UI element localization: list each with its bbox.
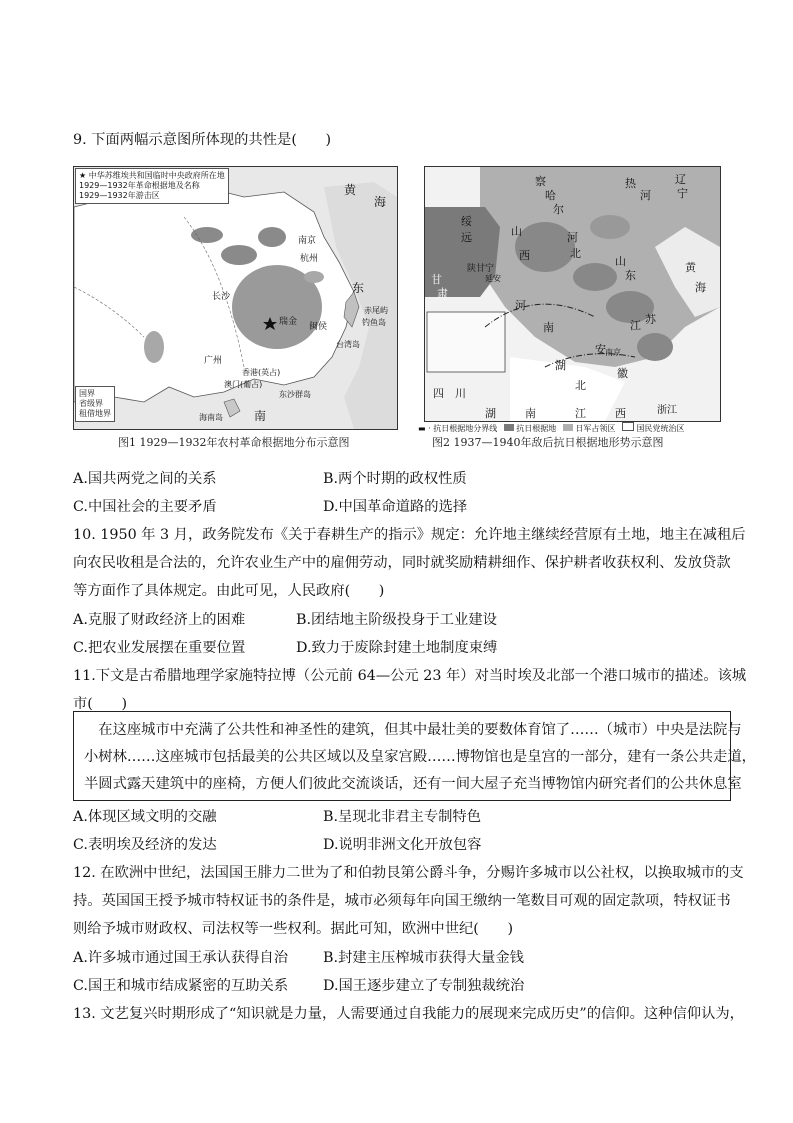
map-label: 河	[567, 231, 578, 244]
q10-stem-line: 10. 1950 年 3 月，政务院发布《关于春耕生产的指示》规定：允许地主继续经营原有土地，地主在减租后	[73, 527, 746, 543]
map-label: 哈	[545, 189, 556, 202]
map2-caption: 图2 1937—1940年敌后抗日根据地形势示意图	[432, 436, 664, 449]
q12-option-d[interactable]: D.国王逐步建立了专制独裁统治	[323, 978, 525, 994]
map-label: 南	[543, 321, 554, 334]
map-label: 黄	[685, 261, 696, 274]
map-label: 香港(英占)	[242, 368, 281, 377]
q12-option-b[interactable]: B.封建主压榨城市获得大量金钱	[323, 950, 524, 966]
q11-option-b[interactable]: B.呈现北非君主专制特色	[323, 809, 482, 825]
map1-revolution-bases	[73, 166, 398, 430]
map-label: 瑞金	[279, 317, 298, 327]
q9-option-d[interactable]: D.中国革命道路的选择	[323, 499, 468, 515]
map-label: 江	[630, 319, 641, 332]
map1-legend-bottom	[75, 386, 115, 422]
map-label: 海	[695, 281, 706, 294]
map-label: 陕甘宁	[467, 264, 495, 274]
map-label: 尔	[553, 203, 564, 216]
map-label: 湖	[555, 359, 566, 372]
q10-option-c[interactable]: C.把农业发展摆在重要位置	[73, 640, 246, 656]
map-label: 四	[433, 387, 444, 400]
legend-boundary-icon: ▬ ·	[418, 424, 431, 433]
q11-stem-line: 市( )	[73, 696, 128, 712]
q12-option-a[interactable]: A.许多城市通过国王承认获得自治	[73, 950, 289, 966]
map-label: 南	[525, 407, 536, 420]
legend-occupied-swatch-icon	[563, 424, 573, 431]
map-label: 赤尾屿	[364, 306, 388, 315]
q11-quote-line: 在这座城市中充满了公共性和神圣性的建筑，但其中最壮美的要数体育馆了……（城市）中央是法院与	[84, 722, 742, 738]
map-label: 甘	[431, 273, 442, 286]
map1-legend-bottom-item: 租借地界	[79, 409, 111, 418]
map2-legend-item: 日军占领区	[575, 424, 616, 433]
legend-kmt-swatch-icon	[622, 422, 634, 431]
q9-option-b[interactable]: B.两个时期的政权性质	[323, 471, 467, 487]
map-label: 东	[625, 269, 636, 282]
map-label: 安	[595, 343, 606, 356]
map1-legend-bottom-item: 省级界	[79, 399, 103, 408]
map-label: 察	[535, 175, 546, 188]
map-label: 热	[625, 177, 636, 190]
q12-stem-line: 持。英国国王授予城市特权证书的条件是，城市必须每年向国王缴纳一笔数目可观的固定款项，特权证书	[73, 893, 731, 909]
q12-stem-line: 12. 在欧洲中世纪，法国国王腓力二世为了和伯勃艮第公爵斗争，分赐许多城市以公社权，以换取城市的支	[73, 865, 744, 881]
map-label: 河	[515, 299, 526, 312]
map1-legend-item: 1929—1932年游击区	[79, 191, 160, 200]
map-label: 台湾岛	[336, 340, 360, 349]
map-label: 澳门(葡占)	[224, 380, 263, 389]
map2-legend	[418, 422, 684, 434]
map1-legend-item: 1929—1932年革命根据地及名称	[79, 181, 200, 190]
map-label: 南京	[298, 236, 317, 246]
q11-option-a[interactable]: A.体现区域文明的交融	[73, 809, 217, 825]
map-label: 徽	[617, 367, 628, 380]
q9-option-c[interactable]: C.中国社会的主要矛盾	[73, 499, 217, 515]
q11-stem-line: 11.下文是古希腊地理学家施特拉博（公元前 64—公元 23 年）对当时埃及北部一个港口城市的描述。该城	[73, 668, 747, 684]
map-label: 海	[374, 195, 387, 209]
map-label: 辽	[675, 173, 686, 186]
map-label: 东	[352, 281, 365, 295]
map-label: 北	[570, 247, 581, 260]
map-label: 广州	[204, 356, 223, 366]
map2-svg	[425, 167, 720, 421]
q11-quote-line: 小树林……这座城市包括最美的公共区域以及皇家宫殿……博物馆也是皇宫的一部分，建有一条公共走道，	[84, 749, 756, 765]
map2-legend-item: 国民党统治区	[636, 424, 685, 433]
q10-stem-line: 向农民收租是合法的，允许农业生产中的雇佣劳动，同时就奖励精耕细作、保护耕者收获权利、发放贷款	[73, 555, 731, 571]
q11-quote-line: 半圆式露天建筑中的座椅，方便人们彼此交流谈话，还有一间大屋子充当博物馆内研究者们的公共休息室	[84, 776, 742, 792]
map-label: 苏	[645, 313, 656, 326]
map-label: 绥	[461, 215, 472, 228]
map-label: 浙江	[657, 405, 677, 416]
map-label: 南	[254, 409, 267, 423]
map-label: 山	[511, 225, 522, 238]
q10-stem-line: 等方面作了具体规定。由此可见，人民政府( )	[73, 583, 385, 599]
q13-stem-line: 13. 文艺复兴时期形成了“知识就是力量，人需要通过自我能力的展现来完成历史”的信仰。这种信仰认为，	[73, 1006, 744, 1022]
map-label: 湖	[485, 407, 496, 420]
map-label: 西	[615, 407, 626, 420]
map-label: 肃	[437, 287, 448, 300]
map1-caption: 图1 1929—1932年农村革命根据地分布示意图	[118, 436, 350, 449]
map2-legend-item: 抗日根据地	[516, 424, 557, 433]
map-label: 钓鱼岛	[362, 318, 386, 327]
map1-legend-item: ★ 中华苏维埃共和国临时中央政府所在地	[79, 171, 225, 180]
q10-option-a[interactable]: A.克服了财政经济上的困难	[73, 612, 246, 628]
map-label: 黄	[344, 183, 357, 197]
q12-option-c[interactable]: C.国王和城市结成紧密的互助关系	[73, 978, 289, 994]
map-label: 宁	[677, 187, 688, 200]
q11-option-c[interactable]: C.表明埃及经济的发达	[73, 837, 217, 853]
q10-option-d[interactable]: D.致力于废除封建土地制度束缚	[296, 640, 498, 656]
map-label: 西	[519, 249, 530, 262]
map-label: 延安	[485, 274, 501, 283]
map-label: 杭州	[300, 254, 319, 264]
map2-legend-item: 抗日根据地分界线	[433, 424, 498, 433]
map-label: 河	[640, 189, 651, 202]
map-label: 长沙	[212, 292, 231, 302]
q11-quote-box	[73, 711, 756, 801]
map1-legend	[75, 168, 229, 204]
map-label: 山	[615, 255, 626, 268]
map-label: 北	[575, 379, 586, 392]
map-label: 东沙群岛	[279, 390, 311, 399]
map-label: 闽侯	[309, 322, 328, 332]
map2-anti-japanese-bases	[424, 166, 721, 422]
q9-option-a[interactable]: A.国共两党之间的关系	[73, 471, 217, 487]
q12-stem-line: 则给予城市财政权、司法权等一些权利。据此可知，欧洲中世纪( )	[73, 921, 514, 937]
map-label: 江	[575, 407, 586, 420]
map-label: 海南岛	[199, 413, 223, 422]
map-label: 川	[455, 387, 466, 400]
q10-option-b[interactable]: B.团结地主阶级投身于工业建设	[296, 612, 497, 628]
q9-stem: 9. 下面两幅示意图所体现的共性是( )	[73, 132, 332, 148]
map1-legend-bottom-item: 国界	[79, 389, 95, 398]
q11-option-d[interactable]: D.说明非洲文化开放包容	[323, 837, 482, 853]
map-label: 南京	[605, 348, 621, 357]
legend-base-swatch-icon	[504, 424, 514, 431]
map-label: 远	[461, 231, 472, 244]
